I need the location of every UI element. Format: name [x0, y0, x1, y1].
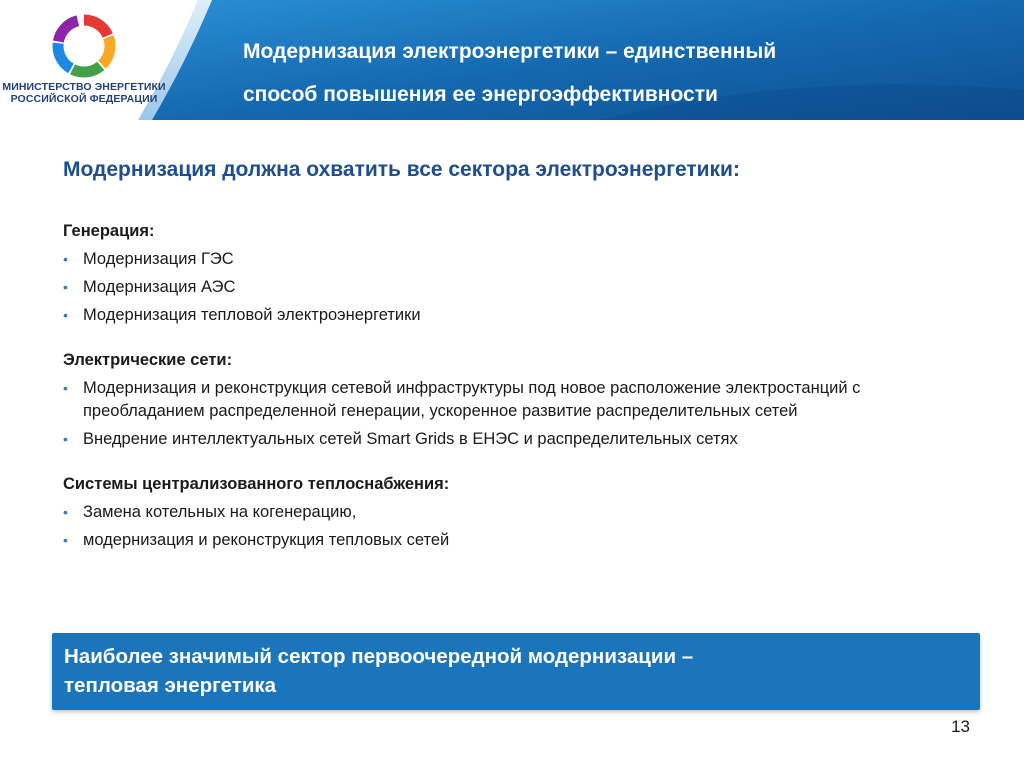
section-generation	[63, 220, 903, 327]
list-item	[63, 501, 903, 524]
ministry-name	[0, 81, 168, 105]
list-item-text: модернизация и реконструкция тепловых сетей	[83, 531, 450, 549]
list-item-text: Модернизация и реконструкция сетевой инфраструктуры под новое расположение электростанций с преобладанием распределенной генерации, ускоренное развитие распределительных сетей	[83, 379, 861, 420]
bullet-icon: •	[63, 380, 68, 396]
list-item	[63, 304, 903, 327]
ministry-logo-icon	[48, 10, 120, 82]
slide-title-line1: Модернизация электроэнергетики – единственный	[243, 40, 777, 63]
ministry-name-line2: РОССИЙСКОЙ ФЕДЕРАЦИИ	[10, 93, 158, 105]
section-heating	[63, 473, 903, 552]
bullet-icon: •	[63, 532, 68, 548]
highlight-box	[52, 633, 980, 710]
bullet-list	[63, 501, 903, 552]
bullet-icon: •	[63, 279, 68, 295]
section-title: Системы централизованного теплоснабжения:	[63, 475, 450, 493]
ministry-name-line1: МИНИСТЕРСТВО ЭНЕРГЕТИКИ	[2, 81, 166, 93]
list-item	[63, 428, 903, 451]
list-item	[63, 377, 903, 423]
list-item	[63, 276, 903, 299]
bullet-icon: •	[63, 307, 68, 323]
slide-title-line2: способ повышения ее энергоэффективности	[243, 83, 718, 106]
content-area	[63, 220, 903, 574]
bullet-icon: •	[63, 504, 68, 520]
bullet-list	[63, 377, 903, 451]
list-item-text: Модернизация тепловой электроэнергетики	[83, 306, 421, 324]
bullet-icon: •	[63, 251, 68, 267]
section-title: Генерация:	[63, 222, 155, 240]
highlight-line1: Наиболее значимый сектор первоочередной модернизации –	[64, 645, 694, 668]
slide-title	[243, 30, 1003, 116]
list-item-text: Замена котельных на когенерацию,	[83, 503, 357, 521]
ministry-logo	[48, 10, 120, 82]
list-item-text: Модернизация ГЭС	[83, 250, 234, 268]
page-number: 13	[951, 717, 970, 736]
section-title: Электрические сети:	[63, 351, 233, 369]
bullet-icon: •	[63, 431, 68, 447]
highlight-line2: тепловая энергетика	[64, 674, 277, 697]
list-item	[63, 248, 903, 271]
bullet-list	[63, 248, 903, 327]
list-item-text: Внедрение интеллектуальных сетей Smart Grids в ЕНЭС и распределительных сетях	[83, 430, 738, 448]
list-item-text: Модернизация АЭС	[83, 278, 236, 296]
main-heading: Модернизация должна охватить все сектора электроэнергетики:	[63, 158, 740, 181]
section-networks	[63, 349, 903, 451]
list-item	[63, 529, 903, 552]
